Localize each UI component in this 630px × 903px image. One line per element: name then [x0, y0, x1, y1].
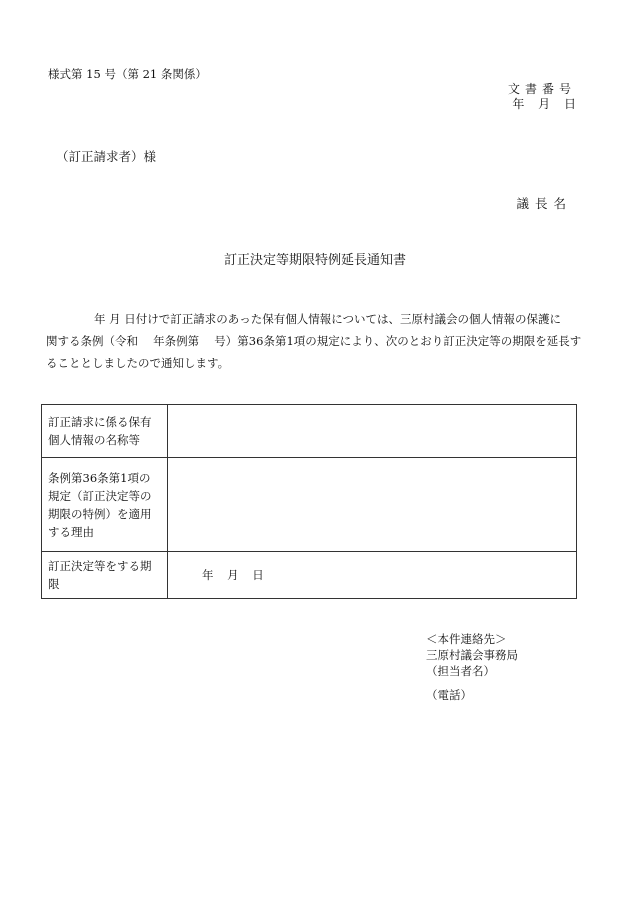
details-table: [41, 404, 577, 599]
row-label-reason: 条例第36条第1項の規定（訂正決定等の期限の特例）を適用する理由: [42, 458, 168, 552]
body-line-1: 年 月 日付けで訂正請求のあった保有個人情報については、三原村議会の個人情報の保護に: [94, 312, 561, 326]
row-label-info-name: 訂正請求に係る保有個人情報の名称等: [42, 405, 168, 458]
notice-body: [46, 308, 586, 374]
contact-block: [426, 631, 518, 703]
document-number: 文書番号: [507, 82, 576, 96]
row-label-deadline: 訂正決定等をする期限: [42, 552, 168, 599]
body-line-3: ることとしましたので通知します。: [46, 356, 230, 370]
document-title: 訂正決定等期限特例延長通知書: [223, 253, 406, 268]
form-number: 様式第 15 号（第 21 条関係）: [48, 67, 207, 81]
contact-office: 三原村議会事務局: [426, 648, 518, 662]
contact-phone: （電話）: [426, 688, 472, 702]
document-date: 年 月 日: [512, 97, 576, 111]
row-value-deadline: 年 月 日: [168, 552, 577, 599]
row-value-info-name: [168, 405, 577, 458]
row-value-reason: [168, 458, 577, 552]
contact-person: （担当者名）: [426, 664, 495, 678]
body-line-2: 関する条例（令和 年条例第 号）第36条第1項の規定により、次のとおり訂正決定等の期限を延長す: [46, 334, 582, 348]
table-row: [42, 405, 577, 458]
contact-heading: ＜本件連絡先＞: [426, 632, 507, 646]
table-row: [42, 458, 577, 552]
sender-name: 議長名: [516, 196, 572, 211]
table-row: [42, 552, 577, 599]
recipient: （訂正請求者）様: [56, 149, 157, 164]
